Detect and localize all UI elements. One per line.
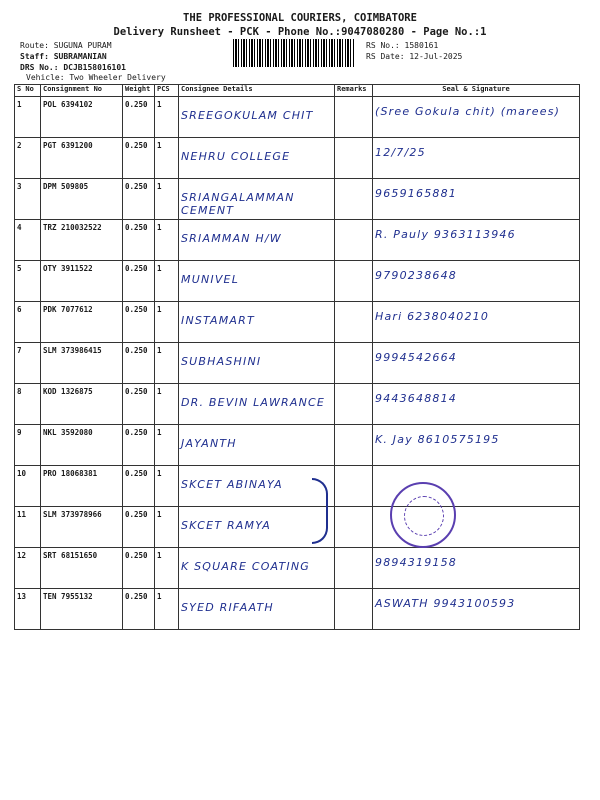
row-pcs-cell (155, 466, 179, 507)
row-consignment-no-cell (41, 220, 123, 261)
table-row (15, 302, 580, 343)
row-pcs-cell (155, 261, 179, 302)
row-consignment-no-cell (41, 384, 123, 425)
row-signature: 9790238648 (375, 269, 457, 282)
row-weight: 0.250 (125, 592, 148, 601)
row-pcs-cell (155, 507, 179, 548)
table-header-row (15, 85, 580, 97)
row-weight: 0.250 (125, 141, 148, 150)
col-header-remarks: Remarks (335, 85, 373, 97)
row-sno: 12 (17, 551, 27, 560)
row-pcs: 1 (157, 510, 162, 519)
row-pcs: 1 (157, 223, 162, 232)
row-pcs-cell (155, 343, 179, 384)
row-remarks-cell (335, 425, 373, 466)
row-consignee: SKCET ABINAYA (181, 478, 283, 491)
row-consignee: INSTAMART (181, 314, 255, 327)
row-pcs-cell (155, 179, 179, 220)
row-consignee: SUBHASHINI (181, 355, 262, 368)
row-pcs: 1 (157, 346, 162, 355)
row-sno: 10 (17, 469, 27, 478)
row-sno: 3 (17, 182, 22, 191)
row-signature: 9443648814 (375, 392, 457, 405)
row-consignment-no-cell (41, 97, 123, 138)
row-signature-cell (373, 302, 580, 343)
vehicle-line (26, 72, 166, 83)
row-consignment-no: POL 6394102 (43, 100, 93, 109)
route-label: Route: (20, 41, 49, 50)
row-consignment-no-cell (41, 507, 123, 548)
row-remarks-cell (335, 220, 373, 261)
row-consignee-cell (179, 343, 335, 384)
table-row (15, 384, 580, 425)
row-sno: 5 (17, 264, 22, 273)
runsheet-table (14, 84, 580, 630)
row-sno: 7 (17, 346, 22, 355)
row-pcs-cell (155, 220, 179, 261)
row-weight: 0.250 (125, 264, 148, 273)
row-pcs: 1 (157, 469, 162, 478)
row-sno: 6 (17, 305, 22, 314)
row-signature: ASWATH 9943100593 (375, 597, 516, 610)
row-consignee-cell (179, 425, 335, 466)
row-consignment-no: SLM 373978966 (43, 510, 102, 519)
row-consignment-no-cell (41, 302, 123, 343)
table-row (15, 97, 580, 138)
row-consignee-cell (179, 384, 335, 425)
rs-no-value: 1580161 (404, 41, 439, 50)
row-weight-cell (123, 589, 155, 630)
row-pcs-cell (155, 548, 179, 589)
row-signature: R. Pauly 9363113946 (375, 228, 516, 241)
row-remarks-cell (335, 343, 373, 384)
table-row (15, 343, 580, 384)
row-consignee-cell (179, 138, 335, 179)
row-remarks-cell (335, 179, 373, 220)
row-consignment-no-cell (41, 138, 123, 179)
table-row (15, 138, 580, 179)
row-consignment-no-cell (41, 261, 123, 302)
staff-line (20, 51, 107, 62)
row-sno-cell (15, 179, 41, 220)
row-sno: 2 (17, 141, 22, 150)
vehicle-value: Two Wheeler Delivery (69, 73, 166, 82)
rs-no-label: RS No.: (366, 41, 400, 50)
row-pcs-cell (155, 302, 179, 343)
col-header-consignee: Consignee Details (179, 85, 335, 97)
row-consignment-no-cell (41, 548, 123, 589)
row-pcs: 1 (157, 100, 162, 109)
row-consignment-no-cell (41, 589, 123, 630)
row-weight-cell (123, 138, 155, 179)
row-weight: 0.250 (125, 551, 148, 560)
row-weight: 0.250 (125, 346, 148, 355)
row-consignee: K SQUARE COATING (181, 560, 310, 573)
row-sno: 4 (17, 223, 22, 232)
row-sno-cell (15, 97, 41, 138)
row-sno-cell (15, 589, 41, 630)
row-sno-cell (15, 425, 41, 466)
row-consignee: SREEGOKULAM CHIT (181, 109, 314, 122)
row-consignment-no: NKL 3592080 (43, 428, 93, 437)
row-remarks-cell (335, 507, 373, 548)
row-pcs: 1 (157, 264, 162, 273)
staff-value: SUBRAMANIAN (53, 52, 107, 61)
row-signature-cell (373, 343, 580, 384)
row-consignee-cell (179, 302, 335, 343)
row-sno: 9 (17, 428, 22, 437)
table-row (15, 220, 580, 261)
row-sno-cell (15, 302, 41, 343)
row-remarks-cell (335, 97, 373, 138)
row-consignment-no: SLM 373986415 (43, 346, 102, 355)
staff-label: Staff: (20, 52, 49, 61)
drs-value: DCJB158016101 (63, 63, 126, 72)
row-pcs: 1 (157, 428, 162, 437)
col-header-pcs: PCS (155, 85, 179, 97)
row-signature: 9994542664 (375, 351, 457, 364)
row-sno: 8 (17, 387, 22, 396)
route-value: SUGUNA PURAM (53, 41, 112, 50)
row-consignee-cell (179, 589, 335, 630)
row-weight: 0.250 (125, 305, 148, 314)
row-consignee: MUNIVEL (181, 273, 240, 286)
row-consignment-no: SRT 68151650 (43, 551, 98, 560)
row-sno-cell (15, 220, 41, 261)
row-remarks-cell (335, 548, 373, 589)
row-weight: 0.250 (125, 223, 148, 232)
row-signature: K. Jay 8610575195 (375, 433, 500, 446)
row-consignment-no: PDK 7077612 (43, 305, 93, 314)
row-remarks-cell (335, 138, 373, 179)
row-consignee: JAYANTH (181, 437, 237, 450)
vehicle-label: Vehicle: (26, 73, 65, 82)
row-remarks-cell (335, 384, 373, 425)
row-consignee: SYED RIFAATH (181, 601, 274, 614)
row-signature-cell (373, 425, 580, 466)
row-signature-cell (373, 97, 580, 138)
row-sno-cell (15, 548, 41, 589)
row-weight: 0.250 (125, 469, 148, 478)
row-remarks-cell (335, 589, 373, 630)
col-header-sno: S No (15, 85, 41, 97)
row-consignment-no-cell (41, 466, 123, 507)
row-consignment-no: TRZ 210032522 (43, 223, 102, 232)
row-consignment-no: DPM 509805 (43, 182, 89, 191)
company-title: THE PROFESSIONAL COURIERS, COIMBATORE (183, 12, 417, 24)
row-pcs-cell (155, 589, 179, 630)
row-consignee-cell (179, 220, 335, 261)
row-pcs: 1 (157, 592, 162, 601)
row-consignment-no-cell (41, 425, 123, 466)
row-consignment-no: PRO 18068381 (43, 469, 98, 478)
row-remarks-cell (335, 302, 373, 343)
col-header-weight: Weight (123, 85, 155, 97)
row-remarks-cell (335, 466, 373, 507)
row-consignee: SKCET RAMYA (181, 519, 271, 532)
table-row (15, 466, 580, 507)
drs-label: DRS No.: (20, 63, 59, 72)
rs-date-value: 12-Jul-2025 (409, 52, 463, 61)
table-row (15, 589, 580, 630)
row-sno-cell (15, 384, 41, 425)
row-sno: 13 (17, 592, 27, 601)
table-row (15, 261, 580, 302)
row-weight-cell (123, 261, 155, 302)
row-pcs: 1 (157, 305, 162, 314)
row-consignee-cell (179, 179, 335, 220)
row-sno-cell (15, 343, 41, 384)
row-consignee: SRIAMMAN H/W (181, 232, 282, 245)
row-weight-cell (123, 343, 155, 384)
row-weight-cell (123, 97, 155, 138)
row-consignment-no: PGT 6391200 (43, 141, 93, 150)
row-pcs: 1 (157, 387, 162, 396)
row-sno-cell (15, 138, 41, 179)
row-consignee: DR. BEVIN LAWRANCE (181, 396, 326, 409)
table-row (15, 548, 580, 589)
row-weight-cell (123, 302, 155, 343)
table-row (15, 507, 580, 548)
row-consignee: NEHRU COLLEGE (181, 150, 291, 163)
seal-stamp-icon (390, 482, 456, 548)
row-weight: 0.250 (125, 387, 148, 396)
row-consignee-cell (179, 548, 335, 589)
row-weight-cell (123, 179, 155, 220)
row-weight: 0.250 (125, 182, 148, 191)
row-pcs: 1 (157, 182, 162, 191)
row-pcs: 1 (157, 551, 162, 560)
row-consignee-cell (179, 261, 335, 302)
barcode-image (233, 39, 355, 67)
row-consignment-no-cell (41, 179, 123, 220)
brace-mark (312, 478, 328, 544)
row-signature: 12/7/25 (375, 146, 426, 159)
row-consignment-no: OTY 3911522 (43, 264, 93, 273)
row-signature: 9659165881 (375, 187, 457, 200)
rs-date-line (366, 51, 462, 62)
row-sno: 11 (17, 510, 27, 519)
row-signature-cell (373, 179, 580, 220)
row-consignment-no: KOD 1326875 (43, 387, 93, 396)
row-pcs-cell (155, 97, 179, 138)
row-pcs-cell (155, 138, 179, 179)
row-signature-cell (373, 138, 580, 179)
row-sno-cell (15, 466, 41, 507)
row-pcs-cell (155, 425, 179, 466)
row-weight: 0.250 (125, 100, 148, 109)
row-sno: 1 (17, 100, 22, 109)
rs-no-line (366, 40, 438, 51)
row-weight-cell (123, 220, 155, 261)
row-remarks-cell (335, 261, 373, 302)
row-pcs-cell (155, 384, 179, 425)
row-pcs: 1 (157, 141, 162, 150)
row-signature-cell (373, 548, 580, 589)
row-consignee-cell (179, 97, 335, 138)
row-weight-cell (123, 384, 155, 425)
runsheet-title: Delivery Runsheet - PCK - Phone No.:9047080280 - Page No.:1 (113, 26, 487, 38)
row-sno-cell (15, 261, 41, 302)
row-consignment-no-cell (41, 343, 123, 384)
row-weight-cell (123, 548, 155, 589)
row-signature-cell (373, 589, 580, 630)
table-row (15, 179, 580, 220)
row-weight: 0.250 (125, 428, 148, 437)
row-sno-cell (15, 507, 41, 548)
col-header-consignment: Consignment No (41, 85, 123, 97)
row-consignment-no: TEN 7955132 (43, 592, 93, 601)
row-signature: 9894319158 (375, 556, 457, 569)
row-weight: 0.250 (125, 510, 148, 519)
row-signature: Hari 6238040210 (375, 310, 490, 323)
row-weight-cell (123, 425, 155, 466)
row-signature-cell (373, 220, 580, 261)
table-row (15, 425, 580, 466)
col-header-signature: Seal & Signature (373, 85, 580, 97)
row-signature-cell (373, 384, 580, 425)
rs-date-label: RS Date: (366, 52, 405, 61)
row-consignee: SRIANGALAMMAN CEMENT (181, 191, 295, 217)
row-weight-cell (123, 466, 155, 507)
row-signature: (Sree Gokula chit) (marees) (375, 105, 561, 118)
row-signature-cell (373, 261, 580, 302)
route-line (20, 40, 112, 51)
row-weight-cell (123, 507, 155, 548)
